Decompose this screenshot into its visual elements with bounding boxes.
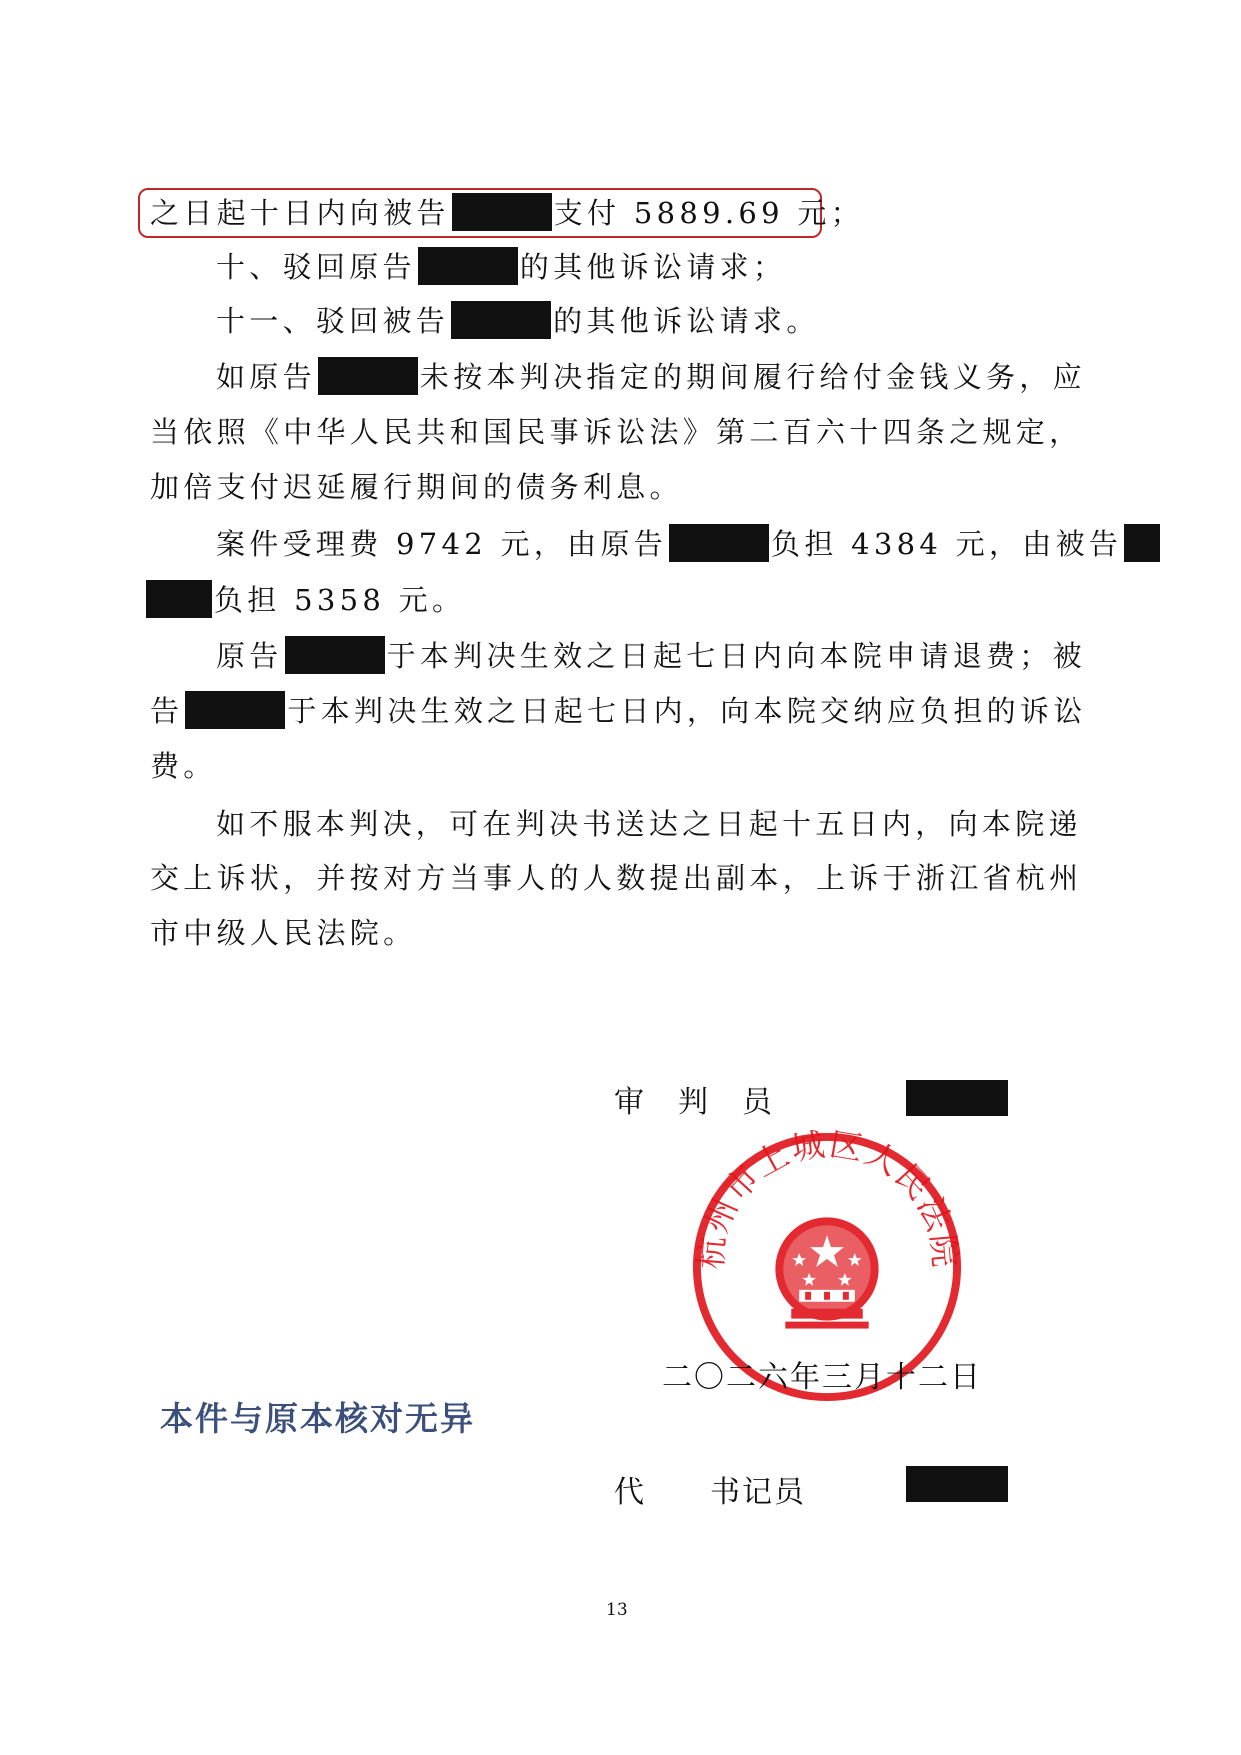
national-emblem-icon — [775, 1217, 878, 1328]
redaction — [318, 357, 418, 395]
body-line-10: 告 于本判决生效之日起七日内，向本院交纳应负担的诉讼 — [150, 691, 1087, 731]
page-number: 13 — [606, 1600, 628, 1620]
seal-text: 杭州市上城区人民法院 — [691, 1128, 965, 1271]
redaction — [185, 691, 285, 729]
body-line-13: 交上诉状，并按对方当事人的人数提出副本，上诉于浙江省杭州 — [150, 861, 1083, 895]
body-line-5: 当依照《中华人民共和国民事诉讼法》第二百六十四条之规定， — [150, 415, 1083, 449]
body-line-1: 之日起十日内向被告 支付 5889.69 元； — [150, 193, 864, 233]
clerk-name-redaction — [906, 1466, 1008, 1502]
clerk-label: 代 书记员 — [614, 1475, 806, 1510]
body-line-2: 十、驳回原告 的其他诉讼请求； — [216, 247, 786, 287]
redaction — [669, 524, 769, 562]
judgment-date: 二〇二六年三月十二日 — [662, 1360, 982, 1395]
verification-stamp: 本件与原本核对无异 — [160, 1399, 475, 1438]
judge-name-redaction — [906, 1080, 1008, 1116]
body-line-4: 如原告 未按本判决指定的期间履行给付金钱义务，应 — [216, 357, 1086, 397]
redaction — [1124, 524, 1160, 562]
body-line-8: 负担 5358 元。 — [150, 580, 465, 620]
body-line-7: 案件受理费 9742 元，由原告 负担 4384 元，由被告 — [216, 524, 1162, 564]
body-line-9: 原告 于本判决生效之日起七日内向本院申请退费；被 — [216, 636, 1086, 676]
body-line-12: 如不服本判决，可在判决书送达之日起十五日内，向本院递 — [216, 807, 1082, 841]
redaction — [451, 301, 551, 339]
redaction — [285, 636, 385, 674]
redaction — [452, 193, 552, 231]
redaction — [146, 580, 212, 618]
redaction — [418, 247, 518, 285]
body-line-11: 费。 — [150, 749, 217, 783]
body-line-14: 市中级人民法院。 — [150, 916, 417, 950]
judge-label: 审 判 员 — [614, 1085, 774, 1120]
body-line-3: 十一、驳回被告 的其他诉讼请求。 — [216, 301, 820, 341]
body-line-6: 加倍支付迟延履行期间的债务利息。 — [150, 470, 683, 504]
